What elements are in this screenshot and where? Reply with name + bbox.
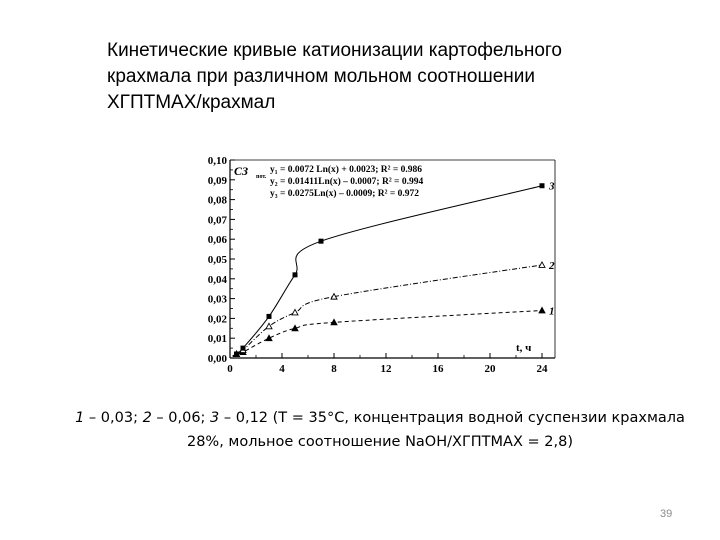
x-tick-label: 8 [331, 363, 337, 375]
caption-text-c: – 0,12 (T = 35°C, концентрация водной суспензии крахмала [219, 410, 685, 426]
slide-title [107, 38, 667, 116]
y-tick-label: 0,10 [207, 155, 227, 167]
title-line-3: ХГПТМАХ/крахмал [107, 92, 276, 113]
x-tick-label: 24 [536, 363, 548, 375]
x-tick-label: 0 [227, 363, 233, 375]
caption-series-3: 3 [210, 410, 220, 426]
kinetic-chart [190, 148, 570, 380]
series-line-2 [233, 265, 542, 356]
y-tick-label: 0,09 [207, 174, 227, 187]
data-point-series-1 [539, 307, 545, 313]
series-label-3: 3 [549, 180, 555, 193]
chart-labels [208, 155, 555, 375]
caption-text-b: – 0,06; [151, 410, 211, 426]
chart-markers [234, 183, 546, 356]
data-point-series-1 [266, 335, 272, 341]
data-point-series-3 [293, 272, 298, 277]
y-tick-label: 0,03 [207, 293, 227, 306]
y-tick-label: 0,06 [207, 234, 227, 247]
caption-line-2: 28%, мольное соотношение NaOH/ХГПТМАХ = 2,8) [186, 434, 573, 450]
equation-label: y₂ = 0.01411Ln(x) – 0.0007; R² = 0.994 [270, 177, 424, 187]
y-axis-label-sub: пот. [256, 174, 267, 180]
page-number: 39 [660, 508, 673, 520]
caption-text-a: – 0,03; [84, 410, 143, 426]
data-point-series-2 [292, 309, 298, 315]
data-point-series-2 [266, 323, 272, 329]
x-tick-label: 12 [380, 363, 392, 375]
series-line-3 [233, 186, 542, 356]
caption-series-1: 1 [75, 410, 85, 426]
chart-curves [233, 186, 542, 356]
x-axis-label: t, ч [516, 342, 532, 354]
equation-label: y₃ = 0.0275Ln(x) – 0.0009; R² = 0.972 [270, 189, 419, 199]
y-tick-label: 0,01 [207, 333, 227, 346]
caption-line-1 [70, 406, 690, 430]
equation-label: y₁ = 0.0072 Ln(x) + 0.0023; R² = 0.986 [270, 165, 423, 175]
y-tick-label: 0,00 [207, 353, 227, 365]
y-tick-label: 0,02 [207, 313, 227, 326]
data-point-series-3 [540, 183, 545, 188]
series-label-2: 2 [549, 259, 555, 272]
series-label-1: 1 [549, 305, 555, 318]
data-point-series-3 [234, 352, 239, 357]
figure-caption [70, 406, 690, 454]
y-tick-label: 0,07 [207, 214, 227, 227]
series-line-1 [233, 310, 542, 356]
caption-series-2: 2 [142, 410, 152, 426]
title-line-1: Кинетические кривые катионизации картофельного [107, 40, 562, 61]
y-axis-label: СЗ [234, 164, 249, 178]
data-point-series-3 [241, 346, 246, 351]
y-tick-label: 0,05 [207, 254, 227, 266]
x-tick-label: 4 [279, 363, 285, 375]
y-tick-label: 0,04 [207, 273, 227, 286]
data-point-series-3 [267, 314, 272, 319]
x-tick-label: 20 [484, 363, 496, 375]
y-tick-label: 0,08 [207, 194, 227, 207]
data-point-series-2 [539, 262, 545, 268]
data-point-series-3 [319, 239, 324, 244]
title-line-2: крахмала при различном мольном соотношении [107, 66, 535, 87]
x-tick-label: 16 [432, 363, 444, 375]
